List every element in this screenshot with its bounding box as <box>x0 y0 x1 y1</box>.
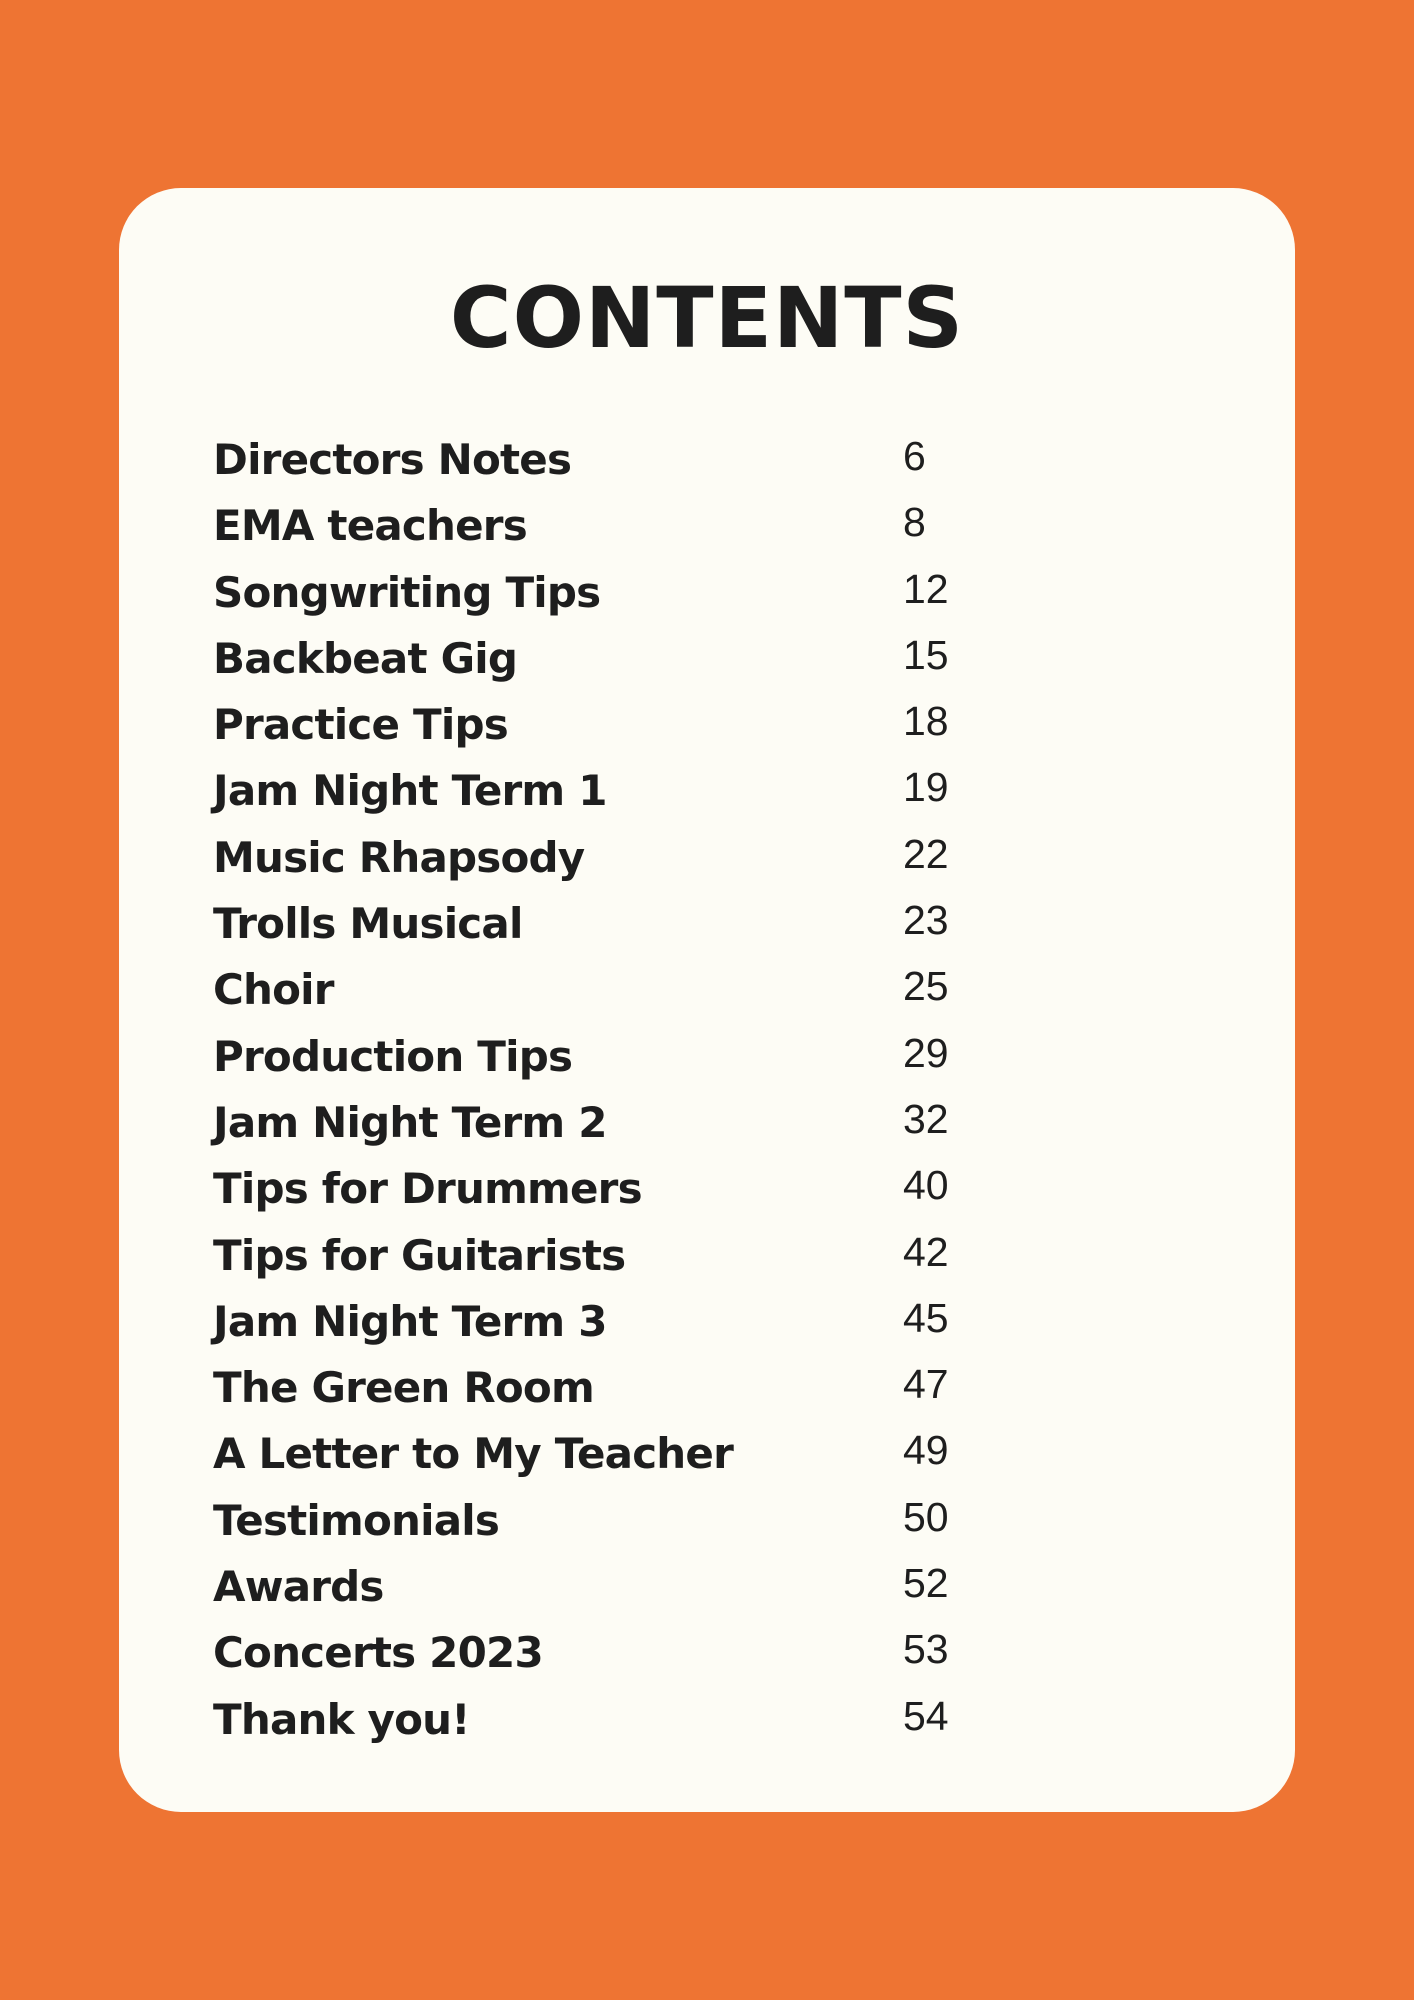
toc-entry-page: 47 <box>903 1361 949 1408</box>
toc-entry <box>213 1158 1013 1224</box>
toc-entry <box>213 1490 1013 1556</box>
toc-entry-page: 50 <box>903 1493 949 1540</box>
toc-entry-title: Tips for Guitarists <box>213 1230 626 1280</box>
toc-entry-page: 42 <box>903 1228 949 1275</box>
toc-entry-title: Backbeat Gig <box>213 633 518 683</box>
toc-entry <box>213 1092 1013 1158</box>
toc-entry-title: Tips for Drummers <box>213 1164 642 1214</box>
toc-entry-title: Concerts 2023 <box>213 1628 543 1678</box>
toc-entry <box>213 1026 1013 1092</box>
toc-entry <box>213 628 1013 694</box>
toc-entry-page: 53 <box>903 1626 949 1673</box>
toc-entry-page: 23 <box>903 897 949 944</box>
toc-entry-page: 45 <box>903 1294 949 1341</box>
toc-entry-page: 52 <box>903 1560 949 1607</box>
toc-entry <box>213 1423 1013 1489</box>
toc-entry-title: Practice Tips <box>213 700 508 750</box>
toc-entry <box>213 827 1013 893</box>
toc-entry-page: 19 <box>903 764 949 811</box>
toc-entry-page: 25 <box>903 963 949 1010</box>
toc-entry-page: 29 <box>903 1029 949 1076</box>
toc-entry-title: Trolls Musical <box>213 899 523 949</box>
toc-entry <box>213 562 1013 628</box>
toc-entry <box>213 760 1013 826</box>
toc-entry <box>213 1291 1013 1357</box>
toc-entry-title: Songwriting Tips <box>213 567 601 617</box>
toc-entry-title: Jam Night Term 1 <box>213 766 607 816</box>
toc-entry <box>213 1689 1013 1755</box>
toc-entry-page: 40 <box>903 1162 949 1209</box>
toc-entry <box>213 429 1013 495</box>
toc-entry <box>213 893 1013 959</box>
toc-entry <box>213 959 1013 1025</box>
toc-entry <box>213 1556 1013 1622</box>
toc-entry-title: Testimonials <box>213 1495 500 1545</box>
toc-entry-page: 32 <box>903 1095 949 1142</box>
toc-entry-page: 8 <box>903 499 926 546</box>
toc-entry <box>213 1622 1013 1688</box>
toc-entry <box>213 495 1013 561</box>
toc-entry <box>213 1225 1013 1291</box>
toc-entry-title: Jam Night Term 3 <box>213 1296 607 1346</box>
toc-entry-title: The Green Room <box>213 1363 594 1413</box>
toc-entry-title: Choir <box>213 965 334 1015</box>
toc-entry-page: 54 <box>903 1692 949 1739</box>
table-of-contents <box>213 429 1013 1755</box>
toc-entry <box>213 694 1013 760</box>
toc-entry-title: A Letter to My Teacher <box>213 1429 733 1479</box>
toc-entry-page: 15 <box>903 631 949 678</box>
page-title: CONTENTS <box>449 269 965 367</box>
toc-entry-title: Directors Notes <box>213 435 572 484</box>
toc-entry-title: Production Tips <box>213 1031 573 1081</box>
toc-entry-page: 12 <box>903 565 949 612</box>
toc-entry-title: Thank you! <box>213 1694 470 1744</box>
toc-entry-title: Music Rhapsody <box>213 832 585 882</box>
toc-entry-page: 6 <box>903 433 926 479</box>
toc-entry-title: Jam Night Term 2 <box>213 1097 607 1147</box>
toc-entry-title: Awards <box>213 1562 384 1612</box>
toc-entry-page: 22 <box>903 830 949 877</box>
toc-entry-page: 49 <box>903 1427 949 1474</box>
toc-entry-page: 18 <box>903 698 949 745</box>
toc-entry <box>213 1357 1013 1423</box>
toc-entry-title: EMA teachers <box>213 501 527 551</box>
